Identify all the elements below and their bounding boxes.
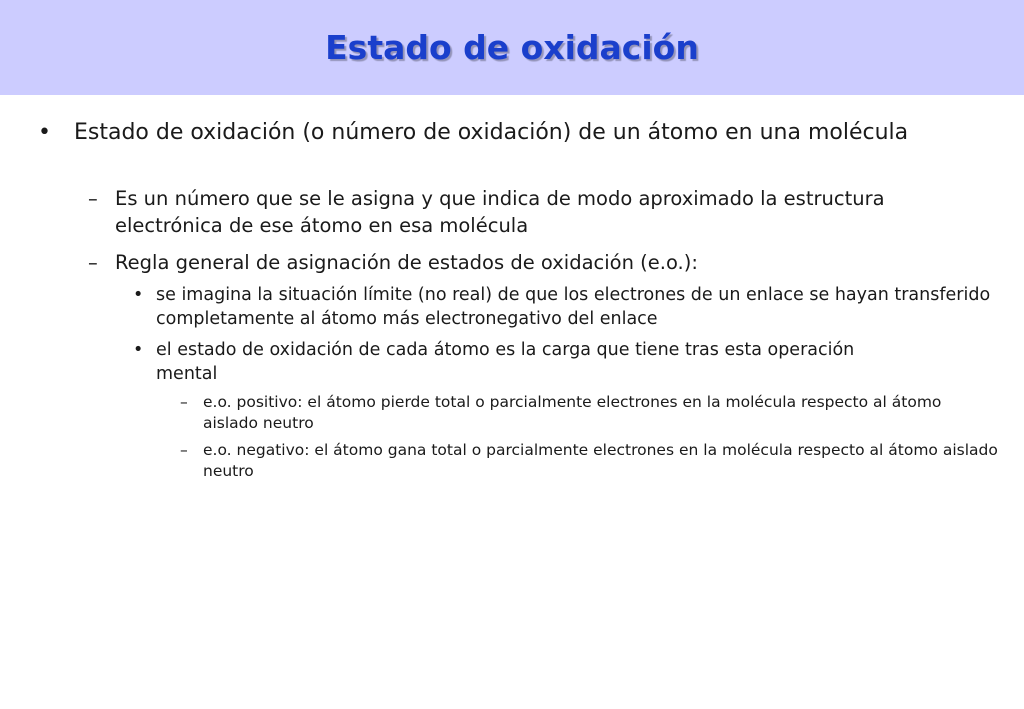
list-item-level4: e.o. negativo: el átomo gana total o parcialmente electrones en la molécula respecto al átomo aislado neutro [203, 441, 998, 480]
list-item-level3: el estado de oxidación de cada átomo es la carga que tiene tras esta operación mental [156, 340, 855, 384]
list-item-level1: Estado de oxidación (o número de oxidación) de un átomo en una molécula [74, 120, 909, 145]
dash-marker: – [180, 393, 188, 411]
dash-marker: – [88, 187, 98, 210]
bullet-marker: • [133, 340, 144, 360]
list-item-level3: se imagina la situación límite (no real) de que los electrones de un enlace se hayan transferido completamente al átomo más electronegativo del enlace [156, 285, 991, 329]
list-item-level2: Regla general de asignación de estados de oxidación (e.o.): [115, 251, 698, 274]
dash-marker: – [180, 441, 188, 459]
slide-title: Estado de oxidación [325, 28, 699, 67]
list-item-level2: Es un número que se le asigna y que indica de modo aproximado la estructura electrónica de ese átomo en esa molécula [115, 187, 885, 237]
bullet-marker: • [38, 120, 51, 145]
bullet-marker: • [133, 285, 144, 305]
dash-marker: – [88, 251, 98, 274]
list-item-level4: e.o. positivo: el átomo pierde total o parcialmente electrones en la molécula respecto al átomo aislado neutro [203, 393, 942, 432]
